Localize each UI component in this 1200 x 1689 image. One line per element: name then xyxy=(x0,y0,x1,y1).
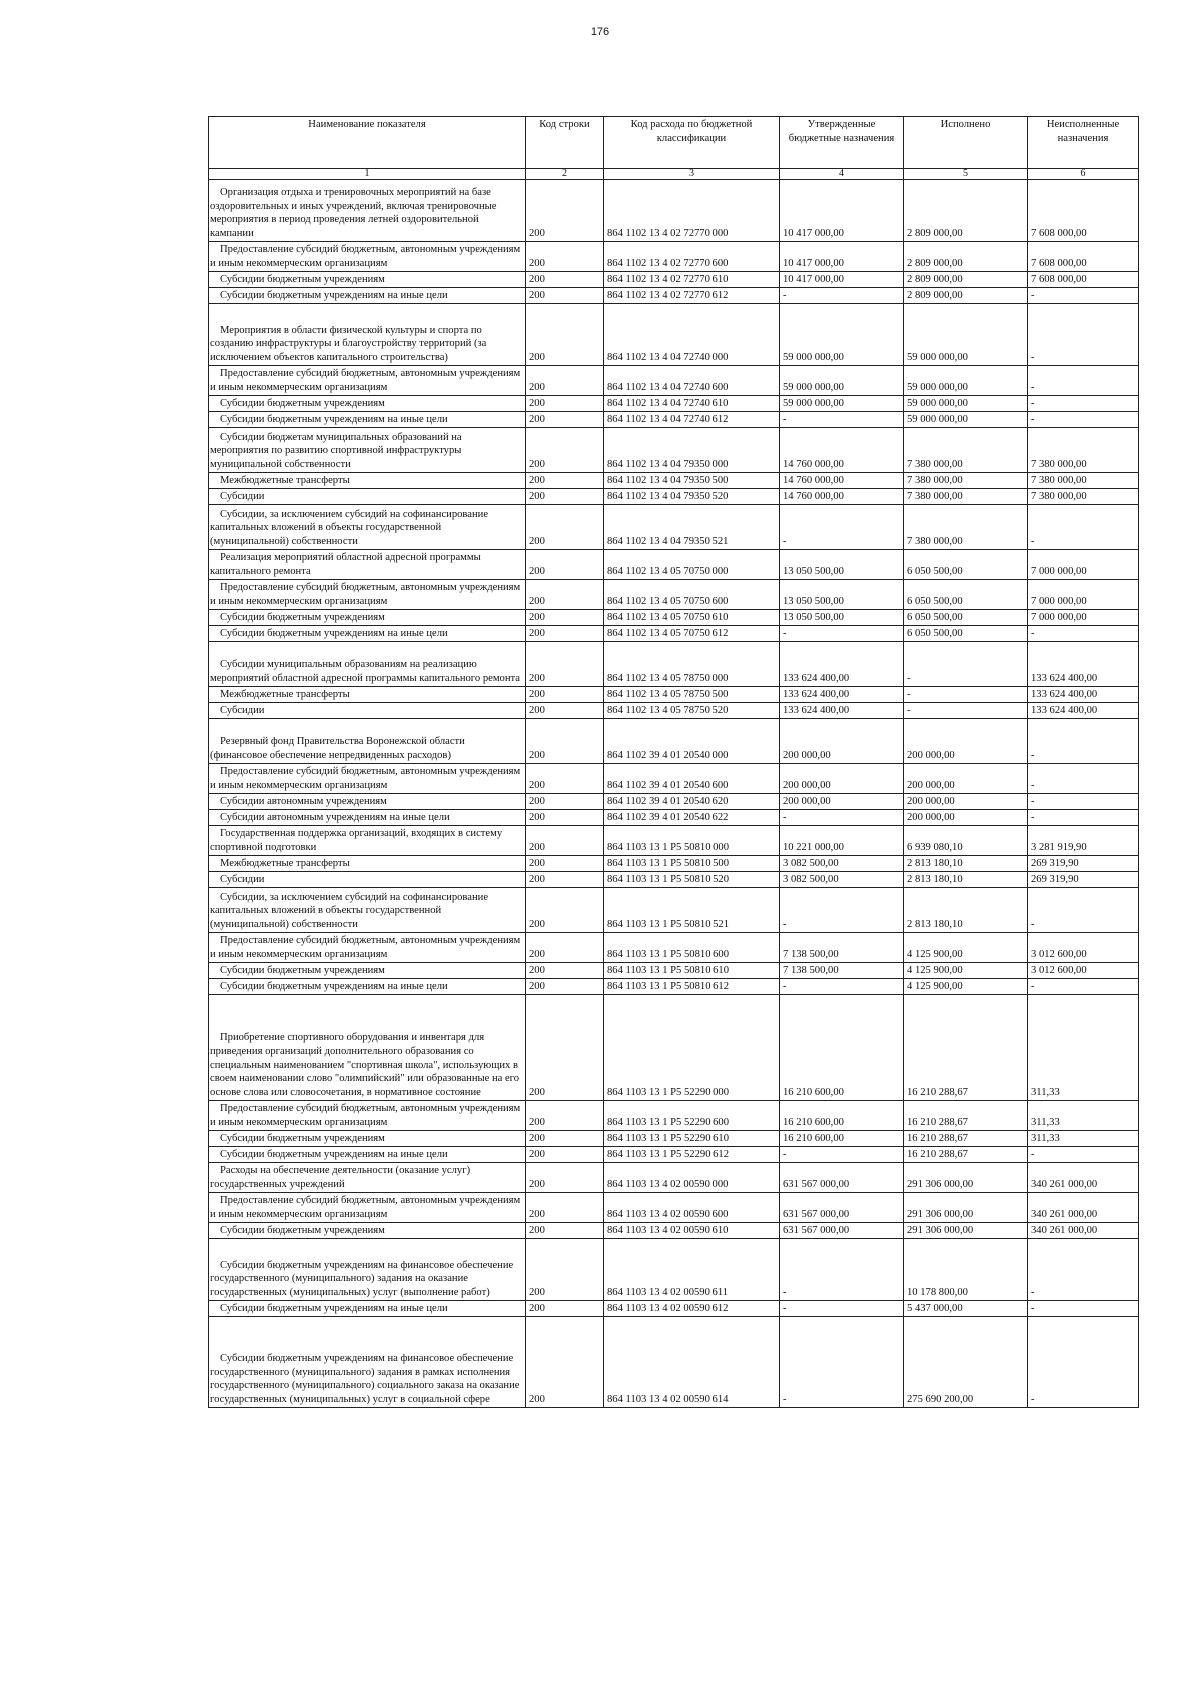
row-line-code-cell: 200 xyxy=(526,888,604,933)
row-expense-code-cell: 864 1102 13 4 05 78750 500 xyxy=(604,687,780,703)
row-expense-code-cell: 864 1103 13 4 02 00590 612 xyxy=(604,1301,780,1317)
row-expense-code-cell: 864 1103 13 1 Р5 52290 000 xyxy=(604,995,780,1101)
row-expense-code-cell: 864 1103 13 1 Р5 50810 000 xyxy=(604,826,780,856)
row-expense-code-cell: 864 1102 39 4 01 20540 620 xyxy=(604,794,780,810)
row-executed-cell: 4 125 900,00 xyxy=(904,979,1028,995)
row-unexecuted-cell: 7 380 000,00 xyxy=(1028,473,1139,489)
row-unexecuted-cell: 133 624 400,00 xyxy=(1028,703,1139,719)
row-name-cell: Субсидии бюджетным учреждениям на иные цели xyxy=(209,412,526,428)
row-name-cell: Предоставление субсидий бюджетным, автономным учреждениям и иным некоммерческим организациям xyxy=(209,242,526,272)
row-unexecuted-cell: 133 624 400,00 xyxy=(1028,642,1139,687)
row-approved-cell: 200 000,00 xyxy=(780,794,904,810)
row-executed-cell: 59 000 000,00 xyxy=(904,366,1028,396)
row-executed-cell: 59 000 000,00 xyxy=(904,412,1028,428)
row-unexecuted-cell: - xyxy=(1028,979,1139,995)
row-approved-cell: 13 050 500,00 xyxy=(780,580,904,610)
row-expense-code-cell: 864 1102 13 4 02 72770 000 xyxy=(604,180,780,242)
column-number: 6 xyxy=(1028,169,1139,180)
row-approved-cell: - xyxy=(780,979,904,995)
row-approved-cell: - xyxy=(780,1147,904,1163)
row-approved-cell: - xyxy=(780,412,904,428)
row-line-code-cell: 200 xyxy=(526,933,604,963)
table-row xyxy=(209,580,1139,610)
row-executed-cell: 6 050 500,00 xyxy=(904,580,1028,610)
row-approved-cell: 3 082 500,00 xyxy=(780,872,904,888)
row-executed-cell: 6 050 500,00 xyxy=(904,610,1028,626)
row-approved-cell: - xyxy=(780,505,904,550)
column-number: 5 xyxy=(904,169,1028,180)
table-row xyxy=(209,979,1139,995)
table-row xyxy=(209,626,1139,642)
row-executed-cell: 6 050 500,00 xyxy=(904,626,1028,642)
column-number: 3 xyxy=(604,169,780,180)
row-line-code-cell: 200 xyxy=(526,428,604,473)
row-expense-code-cell: 864 1102 39 4 01 20540 622 xyxy=(604,810,780,826)
row-expense-code-cell: 864 1102 13 4 04 72740 612 xyxy=(604,412,780,428)
row-name-cell: Расходы на обеспечение деятельности (оказание услуг) государственных учреждений xyxy=(209,1163,526,1193)
row-unexecuted-cell: - xyxy=(1028,1239,1139,1301)
row-executed-cell: 2 813 180,10 xyxy=(904,856,1028,872)
table-row xyxy=(209,1301,1139,1317)
row-expense-code-cell: 864 1102 39 4 01 20540 000 xyxy=(604,719,780,764)
row-executed-cell: 200 000,00 xyxy=(904,794,1028,810)
row-unexecuted-cell: 269 319,90 xyxy=(1028,856,1139,872)
row-expense-code-cell: 864 1102 13 4 05 78750 000 xyxy=(604,642,780,687)
row-line-code-cell: 200 xyxy=(526,1193,604,1223)
row-approved-cell: 631 567 000,00 xyxy=(780,1223,904,1239)
row-approved-cell: 200 000,00 xyxy=(780,764,904,794)
row-unexecuted-cell: 311,33 xyxy=(1028,995,1139,1101)
row-approved-cell: 7 138 500,00 xyxy=(780,933,904,963)
table-row xyxy=(209,856,1139,872)
table-row xyxy=(209,610,1139,626)
row-name-cell: Субсидии бюджетам муниципальных образований на мероприятия по развитию спортивной инфраструктуры муниципальной собственности xyxy=(209,428,526,473)
row-unexecuted-cell: 311,33 xyxy=(1028,1131,1139,1147)
row-expense-code-cell: 864 1102 13 4 04 79350 000 xyxy=(604,428,780,473)
row-line-code-cell: 200 xyxy=(526,180,604,242)
header-unexecuted: Неисполненные назначения xyxy=(1028,117,1139,169)
row-expense-code-cell: 864 1102 13 4 02 72770 600 xyxy=(604,242,780,272)
row-expense-code-cell: 864 1102 13 4 04 72740 610 xyxy=(604,396,780,412)
table-row xyxy=(209,473,1139,489)
row-name-cell: Предоставление субсидий бюджетным, автономным учреждениям и иным некоммерческим организациям xyxy=(209,764,526,794)
row-unexecuted-cell: 7 380 000,00 xyxy=(1028,489,1139,505)
column-number: 4 xyxy=(780,169,904,180)
row-line-code-cell: 200 xyxy=(526,872,604,888)
row-executed-cell: 16 210 288,67 xyxy=(904,1147,1028,1163)
table-row xyxy=(209,872,1139,888)
table-row xyxy=(209,1193,1139,1223)
row-line-code-cell: 200 xyxy=(526,304,604,366)
row-expense-code-cell: 864 1103 13 4 02 00590 614 xyxy=(604,1317,780,1408)
row-line-code-cell: 200 xyxy=(526,979,604,995)
row-approved-cell: 14 760 000,00 xyxy=(780,473,904,489)
row-executed-cell: 291 306 000,00 xyxy=(904,1223,1028,1239)
row-expense-code-cell: 864 1102 13 4 05 70750 612 xyxy=(604,626,780,642)
row-expense-code-cell: 864 1102 13 4 04 79350 521 xyxy=(604,505,780,550)
table-row xyxy=(209,794,1139,810)
row-line-code-cell: 200 xyxy=(526,856,604,872)
row-approved-cell: 16 210 600,00 xyxy=(780,995,904,1101)
row-name-cell: Субсидии xyxy=(209,872,526,888)
row-name-cell: Резервный фонд Правительства Воронежской области (финансовое обеспечение непредвиденных расходов) xyxy=(209,719,526,764)
row-unexecuted-cell: 311,33 xyxy=(1028,1101,1139,1131)
row-unexecuted-cell: - xyxy=(1028,1301,1139,1317)
row-approved-cell: 16 210 600,00 xyxy=(780,1101,904,1131)
column-number: 1 xyxy=(209,169,526,180)
row-name-cell: Субсидии xyxy=(209,489,526,505)
row-name-cell: Субсидии бюджетным учреждениям на иные цели xyxy=(209,288,526,304)
page-number: 176 xyxy=(590,26,610,38)
row-expense-code-cell: 864 1103 13 1 Р5 50810 600 xyxy=(604,933,780,963)
row-line-code-cell: 200 xyxy=(526,687,604,703)
row-executed-cell: 4 125 900,00 xyxy=(904,933,1028,963)
row-line-code-cell: 200 xyxy=(526,412,604,428)
row-approved-cell: 133 624 400,00 xyxy=(780,687,904,703)
row-unexecuted-cell: 3 012 600,00 xyxy=(1028,933,1139,963)
row-approved-cell: - xyxy=(780,810,904,826)
row-expense-code-cell: 864 1102 13 4 05 70750 000 xyxy=(604,550,780,580)
row-name-cell: Субсидии бюджетным учреждениям на иные цели xyxy=(209,1147,526,1163)
row-line-code-cell: 200 xyxy=(526,272,604,288)
row-expense-code-cell: 864 1102 13 4 05 70750 600 xyxy=(604,580,780,610)
header-line-code: Код строки xyxy=(526,117,604,169)
row-executed-cell: 6 050 500,00 xyxy=(904,550,1028,580)
row-expense-code-cell: 864 1103 13 1 Р5 52290 612 xyxy=(604,1147,780,1163)
table-row xyxy=(209,888,1139,933)
row-name-cell: Государственная поддержка организаций, входящих в систему спортивной подготовки xyxy=(209,826,526,856)
row-expense-code-cell: 864 1102 13 4 04 79350 500 xyxy=(604,473,780,489)
table-row xyxy=(209,489,1139,505)
row-line-code-cell: 200 xyxy=(526,719,604,764)
table-row xyxy=(209,826,1139,856)
row-unexecuted-cell: 7 000 000,00 xyxy=(1028,580,1139,610)
budget-execution-table xyxy=(208,116,1139,1408)
row-line-code-cell: 200 xyxy=(526,1223,604,1239)
table-row xyxy=(209,428,1139,473)
row-name-cell: Субсидии бюджетным учреждениям xyxy=(209,272,526,288)
table-row xyxy=(209,1317,1139,1408)
table-row xyxy=(209,1147,1139,1163)
row-name-cell: Субсидии xyxy=(209,703,526,719)
row-expense-code-cell: 864 1103 13 4 02 00590 000 xyxy=(604,1163,780,1193)
row-approved-cell: 631 567 000,00 xyxy=(780,1193,904,1223)
table-row xyxy=(209,272,1139,288)
row-unexecuted-cell: 7 380 000,00 xyxy=(1028,428,1139,473)
row-line-code-cell: 200 xyxy=(526,1101,604,1131)
row-approved-cell: - xyxy=(780,626,904,642)
row-unexecuted-cell: - xyxy=(1028,1147,1139,1163)
row-approved-cell: - xyxy=(780,1301,904,1317)
row-executed-cell: 2 809 000,00 xyxy=(904,272,1028,288)
table-row xyxy=(209,1239,1139,1301)
row-expense-code-cell: 864 1103 13 1 Р5 50810 610 xyxy=(604,963,780,979)
row-expense-code-cell: 864 1102 13 4 04 72740 600 xyxy=(604,366,780,396)
row-approved-cell: 16 210 600,00 xyxy=(780,1131,904,1147)
table-row xyxy=(209,719,1139,764)
table-row xyxy=(209,396,1139,412)
row-executed-cell: 2 809 000,00 xyxy=(904,288,1028,304)
row-name-cell: Мероприятия в области физической культуры и спорта по созданию инфраструктуры и благоустройству территорий (за исключением объектов капитального строительства) xyxy=(209,304,526,366)
row-approved-cell: 200 000,00 xyxy=(780,719,904,764)
row-line-code-cell: 200 xyxy=(526,473,604,489)
row-executed-cell: 200 000,00 xyxy=(904,810,1028,826)
row-line-code-cell: 200 xyxy=(526,794,604,810)
row-approved-cell: 13 050 500,00 xyxy=(780,610,904,626)
row-approved-cell: 631 567 000,00 xyxy=(780,1163,904,1193)
row-approved-cell: 14 760 000,00 xyxy=(780,428,904,473)
row-approved-cell: 13 050 500,00 xyxy=(780,550,904,580)
row-name-cell: Субсидии бюджетным учреждениям на иные цели xyxy=(209,1301,526,1317)
row-executed-cell: 200 000,00 xyxy=(904,764,1028,794)
row-name-cell: Межбюджетные трансферты xyxy=(209,856,526,872)
row-unexecuted-cell: 7 608 000,00 xyxy=(1028,180,1139,242)
row-unexecuted-cell: - xyxy=(1028,288,1139,304)
row-approved-cell: 7 138 500,00 xyxy=(780,963,904,979)
row-executed-cell: 10 178 800,00 xyxy=(904,1239,1028,1301)
row-line-code-cell: 200 xyxy=(526,1317,604,1408)
column-number: 2 xyxy=(526,169,604,180)
row-expense-code-cell: 864 1102 13 4 02 72770 612 xyxy=(604,288,780,304)
row-unexecuted-cell: - xyxy=(1028,794,1139,810)
row-approved-cell: 3 082 500,00 xyxy=(780,856,904,872)
table-row xyxy=(209,412,1139,428)
table-row xyxy=(209,180,1139,242)
table-row xyxy=(209,288,1139,304)
row-unexecuted-cell: - xyxy=(1028,1317,1139,1408)
table-row xyxy=(209,304,1139,366)
row-line-code-cell: 200 xyxy=(526,505,604,550)
row-expense-code-cell: 864 1103 13 4 02 00590 611 xyxy=(604,1239,780,1301)
row-name-cell: Реализация мероприятий областной адресной программы капитального ремонта xyxy=(209,550,526,580)
row-line-code-cell: 200 xyxy=(526,288,604,304)
row-line-code-cell: 200 xyxy=(526,626,604,642)
row-approved-cell: - xyxy=(780,288,904,304)
row-name-cell: Приобретение спортивного оборудования и инвентаря для приведения организаций дополнительного образования со специальным наименованием "спортивная школа", использующих в своем наименовании слово "олимпийский" или образованные на его основе слова или словосочетания, в нормативное состояние xyxy=(209,995,526,1101)
row-expense-code-cell: 864 1103 13 1 Р5 50810 520 xyxy=(604,872,780,888)
table-row xyxy=(209,242,1139,272)
table-header-row xyxy=(209,117,1139,169)
row-expense-code-cell: 864 1102 13 4 05 70750 610 xyxy=(604,610,780,626)
row-executed-cell: 7 380 000,00 xyxy=(904,505,1028,550)
row-line-code-cell: 200 xyxy=(526,642,604,687)
row-unexecuted-cell: - xyxy=(1028,626,1139,642)
row-name-cell: Межбюджетные трансферты xyxy=(209,687,526,703)
table-row xyxy=(209,1163,1139,1193)
row-unexecuted-cell: - xyxy=(1028,396,1139,412)
row-unexecuted-cell: 7 000 000,00 xyxy=(1028,550,1139,580)
row-approved-cell: 133 624 400,00 xyxy=(780,642,904,687)
row-name-cell: Субсидии автономным учреждениям на иные цели xyxy=(209,810,526,826)
row-name-cell: Субсидии бюджетным учреждениям xyxy=(209,963,526,979)
row-executed-cell: 16 210 288,67 xyxy=(904,995,1028,1101)
row-expense-code-cell: 864 1102 13 4 04 72740 000 xyxy=(604,304,780,366)
row-unexecuted-cell: - xyxy=(1028,304,1139,366)
row-line-code-cell: 200 xyxy=(526,1163,604,1193)
row-approved-cell: - xyxy=(780,1239,904,1301)
row-expense-code-cell: 864 1103 13 4 02 00590 610 xyxy=(604,1223,780,1239)
row-name-cell: Субсидии бюджетным учреждениям на финансовое обеспечение государственного (муниципального) задания в рамках исполнения государственного (муниципального) социального заказа на оказание государственных (муниципальных) услуг в социальной сфере xyxy=(209,1317,526,1408)
row-line-code-cell: 200 xyxy=(526,963,604,979)
row-unexecuted-cell: 3 281 919,90 xyxy=(1028,826,1139,856)
row-line-code-cell: 200 xyxy=(526,826,604,856)
row-executed-cell: 2 813 180,10 xyxy=(904,888,1028,933)
table-row xyxy=(209,963,1139,979)
row-executed-cell: 4 125 900,00 xyxy=(904,963,1028,979)
row-expense-code-cell: 864 1102 39 4 01 20540 600 xyxy=(604,764,780,794)
row-executed-cell: 291 306 000,00 xyxy=(904,1163,1028,1193)
table-row xyxy=(209,1101,1139,1131)
row-expense-code-cell: 864 1103 13 1 Р5 50810 521 xyxy=(604,888,780,933)
row-expense-code-cell: 864 1103 13 1 Р5 50810 500 xyxy=(604,856,780,872)
row-unexecuted-cell: 3 012 600,00 xyxy=(1028,963,1139,979)
table-row xyxy=(209,505,1139,550)
row-expense-code-cell: 864 1103 13 1 Р5 50810 612 xyxy=(604,979,780,995)
row-unexecuted-cell: - xyxy=(1028,810,1139,826)
row-executed-cell: - xyxy=(904,703,1028,719)
row-name-cell: Предоставление субсидий бюджетным, автономным учреждениям и иным некоммерческим организациям xyxy=(209,933,526,963)
row-executed-cell: 291 306 000,00 xyxy=(904,1193,1028,1223)
row-executed-cell: 2 809 000,00 xyxy=(904,180,1028,242)
row-unexecuted-cell: 133 624 400,00 xyxy=(1028,687,1139,703)
row-unexecuted-cell: 340 261 000,00 xyxy=(1028,1223,1139,1239)
row-executed-cell: - xyxy=(904,642,1028,687)
row-name-cell: Предоставление субсидий бюджетным, автономным учреждениям и иным некоммерческим организациям xyxy=(209,1101,526,1131)
row-line-code-cell: 200 xyxy=(526,242,604,272)
table-row xyxy=(209,687,1139,703)
row-line-code-cell: 200 xyxy=(526,396,604,412)
row-name-cell: Субсидии, за исключением субсидий на софинансирование капитальных вложений в объекты государственной (муниципальной) собственности xyxy=(209,505,526,550)
row-line-code-cell: 200 xyxy=(526,703,604,719)
row-executed-cell: - xyxy=(904,687,1028,703)
row-name-cell: Субсидии бюджетным учреждениям xyxy=(209,610,526,626)
row-unexecuted-cell: - xyxy=(1028,719,1139,764)
row-approved-cell: 14 760 000,00 xyxy=(780,489,904,505)
row-unexecuted-cell: 340 261 000,00 xyxy=(1028,1193,1139,1223)
row-unexecuted-cell: - xyxy=(1028,412,1139,428)
table-row xyxy=(209,642,1139,687)
row-expense-code-cell: 864 1103 13 4 02 00590 600 xyxy=(604,1193,780,1223)
row-unexecuted-cell: 7 000 000,00 xyxy=(1028,610,1139,626)
row-unexecuted-cell: 269 319,90 xyxy=(1028,872,1139,888)
row-unexecuted-cell: - xyxy=(1028,764,1139,794)
row-expense-code-cell: 864 1102 13 4 05 78750 520 xyxy=(604,703,780,719)
header-indicator-name: Наименование показателя xyxy=(209,117,526,169)
row-name-cell: Субсидии бюджетным учреждениям xyxy=(209,1223,526,1239)
row-line-code-cell: 200 xyxy=(526,1239,604,1301)
row-line-code-cell: 200 xyxy=(526,995,604,1101)
row-name-cell: Субсидии, за исключением субсидий на софинансирование капитальных вложений в объекты государственной (муниципальной) собственности xyxy=(209,888,526,933)
row-executed-cell: 6 939 080,10 xyxy=(904,826,1028,856)
row-approved-cell: 59 000 000,00 xyxy=(780,304,904,366)
row-approved-cell: 133 624 400,00 xyxy=(780,703,904,719)
row-name-cell: Предоставление субсидий бюджетным, автономным учреждениям и иным некоммерческим организациям xyxy=(209,1193,526,1223)
table-row xyxy=(209,995,1139,1101)
header-executed: Исполнено xyxy=(904,117,1028,169)
row-name-cell: Предоставление субсидий бюджетным, автономным учреждениям и иным некоммерческим организациям xyxy=(209,366,526,396)
row-name-cell: Субсидии автономным учреждениям xyxy=(209,794,526,810)
row-executed-cell: 16 210 288,67 xyxy=(904,1131,1028,1147)
row-unexecuted-cell: - xyxy=(1028,366,1139,396)
row-executed-cell: 275 690 200,00 xyxy=(904,1317,1028,1408)
row-line-code-cell: 200 xyxy=(526,610,604,626)
row-line-code-cell: 200 xyxy=(526,764,604,794)
table-row xyxy=(209,764,1139,794)
table-row xyxy=(209,810,1139,826)
row-unexecuted-cell: 340 261 000,00 xyxy=(1028,1163,1139,1193)
row-line-code-cell: 200 xyxy=(526,1301,604,1317)
row-line-code-cell: 200 xyxy=(526,550,604,580)
column-number-row xyxy=(209,169,1139,180)
table-row xyxy=(209,1131,1139,1147)
table-row xyxy=(209,933,1139,963)
row-line-code-cell: 200 xyxy=(526,489,604,505)
row-expense-code-cell: 864 1103 13 1 Р5 52290 600 xyxy=(604,1101,780,1131)
row-executed-cell: 200 000,00 xyxy=(904,719,1028,764)
row-approved-cell: - xyxy=(780,888,904,933)
row-name-cell: Субсидии бюджетным учреждениям на иные цели xyxy=(209,979,526,995)
row-line-code-cell: 200 xyxy=(526,1147,604,1163)
row-line-code-cell: 200 xyxy=(526,810,604,826)
row-executed-cell: 7 380 000,00 xyxy=(904,489,1028,505)
row-executed-cell: 2 813 180,10 xyxy=(904,872,1028,888)
row-unexecuted-cell: - xyxy=(1028,888,1139,933)
row-name-cell: Межбюджетные трансферты xyxy=(209,473,526,489)
row-executed-cell: 16 210 288,67 xyxy=(904,1101,1028,1131)
row-expense-code-cell: 864 1102 13 4 04 79350 520 xyxy=(604,489,780,505)
row-approved-cell: 10 417 000,00 xyxy=(780,272,904,288)
table-row xyxy=(209,550,1139,580)
row-approved-cell: 59 000 000,00 xyxy=(780,396,904,412)
row-approved-cell: 10 417 000,00 xyxy=(780,242,904,272)
row-unexecuted-cell: - xyxy=(1028,505,1139,550)
row-name-cell: Субсидии муниципальным образованиям на реализацию мероприятий областной адресной программы капитального ремонта xyxy=(209,642,526,687)
row-approved-cell: - xyxy=(780,1317,904,1408)
row-executed-cell: 2 809 000,00 xyxy=(904,242,1028,272)
row-unexecuted-cell: 7 608 000,00 xyxy=(1028,272,1139,288)
row-approved-cell: 59 000 000,00 xyxy=(780,366,904,396)
row-line-code-cell: 200 xyxy=(526,366,604,396)
row-expense-code-cell: 864 1102 13 4 02 72770 610 xyxy=(604,272,780,288)
row-approved-cell: 10 221 000,00 xyxy=(780,826,904,856)
row-executed-cell: 59 000 000,00 xyxy=(904,304,1028,366)
row-line-code-cell: 200 xyxy=(526,1131,604,1147)
row-name-cell: Субсидии бюджетным учреждениям xyxy=(209,396,526,412)
table-row xyxy=(209,1223,1139,1239)
row-executed-cell: 7 380 000,00 xyxy=(904,428,1028,473)
row-approved-cell: 10 417 000,00 xyxy=(780,180,904,242)
header-expense-code: Код расхода по бюджетной классификации xyxy=(604,117,780,169)
row-executed-cell: 59 000 000,00 xyxy=(904,396,1028,412)
row-name-cell: Субсидии бюджетным учреждениям на финансовое обеспечение государственного (муниципального) задания на оказание государственных (муниципальных) услуг (выполнение работ) xyxy=(209,1239,526,1301)
row-name-cell: Предоставление субсидий бюджетным, автономным учреждениям и иным некоммерческим организациям xyxy=(209,580,526,610)
table-body xyxy=(209,180,1139,1408)
header-approved: Утвержденные бюджетные назначения xyxy=(780,117,904,169)
row-name-cell: Организация отдыха и тренировочных мероприятий на базе оздоровительных и иных учреждений, включая тренировочные мероприятия в период проведения летней оздоровительной кампании xyxy=(209,180,526,242)
row-name-cell: Субсидии бюджетным учреждениям на иные цели xyxy=(209,626,526,642)
table-row xyxy=(209,703,1139,719)
row-expense-code-cell: 864 1103 13 1 Р5 52290 610 xyxy=(604,1131,780,1147)
row-name-cell: Субсидии бюджетным учреждениям xyxy=(209,1131,526,1147)
table-row xyxy=(209,366,1139,396)
row-executed-cell: 5 437 000,00 xyxy=(904,1301,1028,1317)
row-unexecuted-cell: 7 608 000,00 xyxy=(1028,242,1139,272)
row-line-code-cell: 200 xyxy=(526,580,604,610)
row-executed-cell: 7 380 000,00 xyxy=(904,473,1028,489)
